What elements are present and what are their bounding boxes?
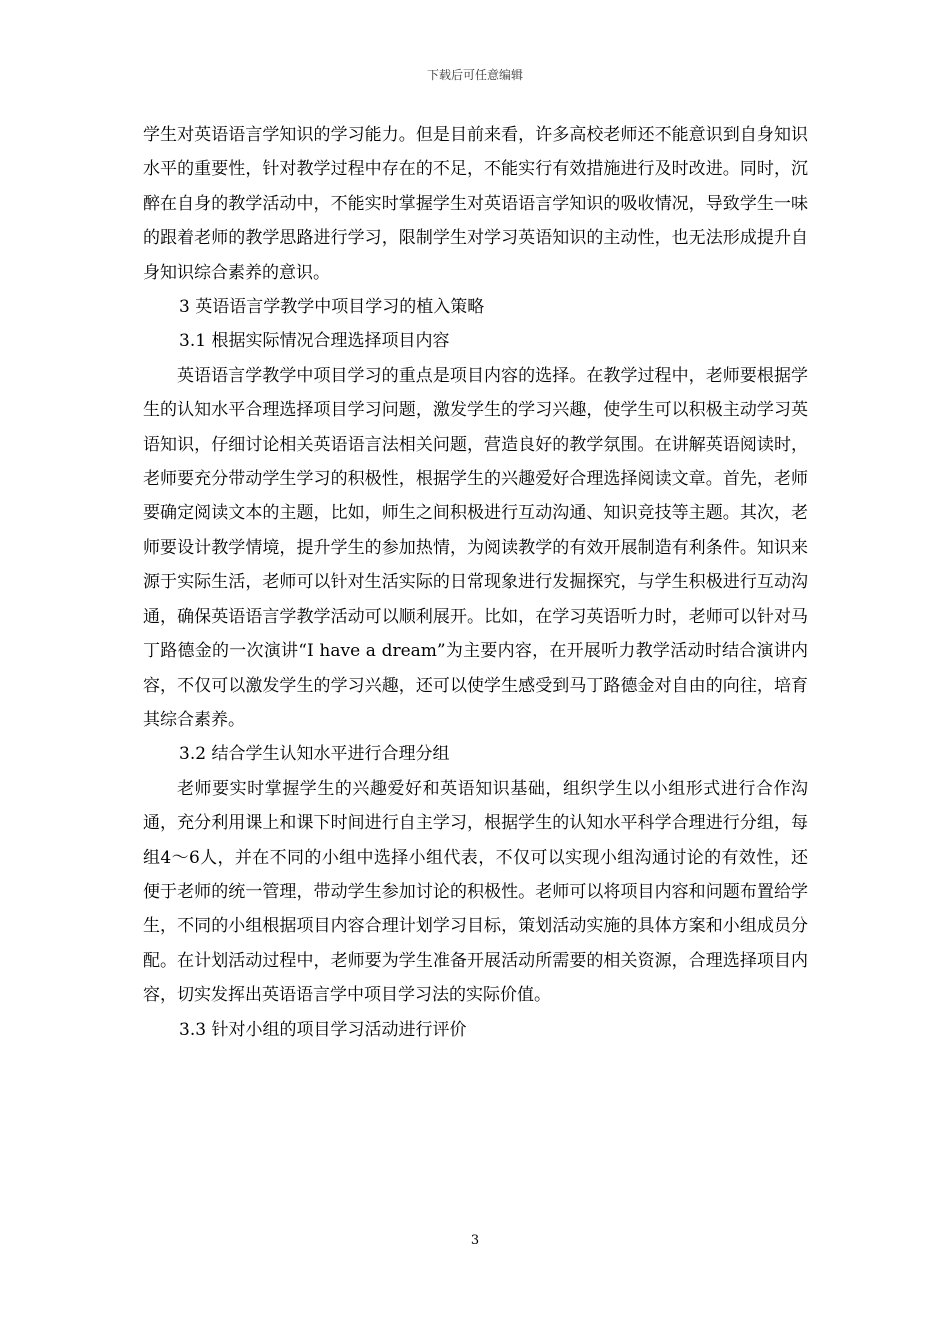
page-number: 3 bbox=[470, 1233, 480, 1248]
paragraph-3-1: 英语语言学教学中项目学习的重点是项目内容的选择。在教学过程中，老师要根据学生的认知水平合理选择项目学习问题，激发学生的学习兴趣，使学生可以积极主动学习英语知识，仔细讨论相关英语语言法相关问题，营造良好的教学氛围。在讲解英语阅读时，老师要充分带动学生学习的积极性，根据学生的兴趣爱好合理选择阅读文章。首先，老师要确定阅读文本的主题，比如，师生之间积极进行互动沟通、知识竞技等主题。其次，老师要设计教学情境，提升学生的参加热情，为阅读教学的有效开展制造有利条件。知识来源于实际生活，老师可以针对生活实际的日常现象进行发掘探究，与学生积极进行互动沟通，确保英语语言学教学活动可以顺利展开。比如，在学习英语听力时，老师可以针对马丁路德金的一次演讲“I have a dream”为主要内容，在开展听力教学活动时结合演讲内容，不仅可以激发学生的学习兴趣，还可以使学生感受到马丁路德金对自由的向往，培育其综合素养。 bbox=[143, 365, 808, 730]
page-header: 下载后可任意编辑 bbox=[426, 68, 523, 82]
paragraph-3-2: 老师要实时掌握学生的兴趣爱好和英语知识基础，组织学生以小组形式进行合作沟通，充分利用课上和课下时间进行自主学习，根据学生的认知水平科学合理进行分组，每组4～6人，并在不同的小组中选择小组代表，不仅可以实现小组沟通讨论的有效性，还便于老师的统一管理，带动学生参加讨论的积极性。老师可以将项目内容和问题布置给学生，不同的小组根据项目内容合理计划学习目标，策划活动实施的具体方案和小组成员分配。在计划活动过程中，老师要为学生准备开展活动所需要的相关资源，合理选择项目内容，切实发挥出英语语言学中项目学习法的实际价值。 bbox=[143, 778, 808, 1006]
section-heading-3: 3 英语语言学教学中项目学习的植入策略 bbox=[179, 297, 485, 318]
paragraph-continued: 学生对英语语言学知识的学习能力。但是目前来看，许多高校老师还不能意识到自身知识水平的重要性，针对教学过程中存在的不足，不能实行有效措施进行及时改进。同时，沉醉在自身的教学活动中，不能实时掌握学生对英语语言学知识的吸收情况，导致学生一味的跟着老师的教学思路进行学习，限制学生对学习英语知识的主动性，也无法形成提升自身知识综合素养的意识。 bbox=[143, 125, 808, 283]
subsection-heading-3-3: 3.3 针对小组的项目学习活动进行评价 bbox=[179, 1019, 467, 1040]
subsection-heading-3-1: 3.1 根据实际情况合理选择项目内容 bbox=[179, 331, 450, 352]
subsection-heading-3-2: 3.2 结合学生认知水平进行合理分组 bbox=[179, 744, 450, 765]
document-body bbox=[143, 118, 808, 1047]
